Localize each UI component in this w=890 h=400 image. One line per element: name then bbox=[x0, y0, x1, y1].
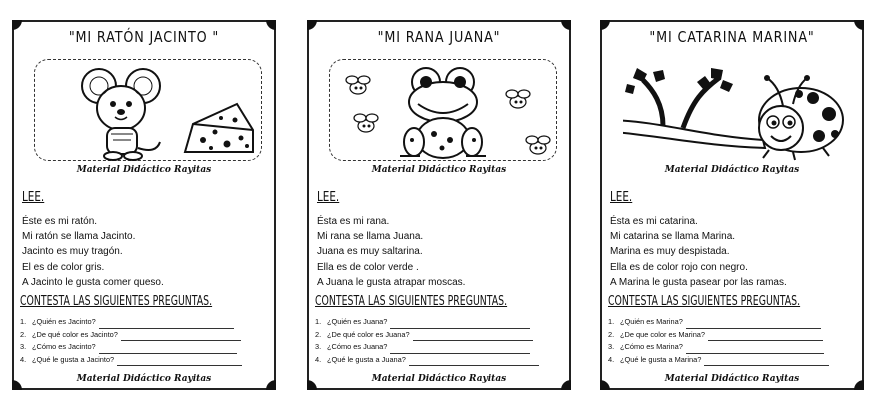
reading-line: Juana es muy saltarina. bbox=[317, 246, 423, 258]
reading-line: Mi ratón se llama Jacinto. bbox=[22, 231, 136, 243]
question-text: ¿Qué le gusta a Jacinto? bbox=[32, 354, 115, 364]
question-text: ¿Quién es Marina? bbox=[620, 317, 683, 326]
question-text: ¿Qué le gusta a Juana? bbox=[327, 354, 406, 364]
reading-line: A Marina le gusta pasear por las ramas. bbox=[610, 276, 787, 288]
reading-line: Marina es muy despistada. bbox=[610, 246, 730, 258]
reading-line: A Juana le gusta atrapar moscas. bbox=[317, 276, 466, 288]
corner-decoration bbox=[561, 20, 571, 30]
question-text: ¿Qué le gusta a Marina? bbox=[620, 354, 702, 364]
questions-list bbox=[608, 316, 829, 366]
corner-decoration bbox=[266, 20, 276, 30]
question-text: ¿Quién es Jacinto? bbox=[32, 317, 96, 326]
reading-line: A Jacinto le gusta comer queso. bbox=[22, 276, 164, 288]
question-item: 3. ¿Cómo es Juana? bbox=[315, 341, 539, 354]
reading-line: Mi catarina se llama Marina. bbox=[610, 231, 736, 243]
questions-list bbox=[20, 316, 242, 366]
answer-line[interactable] bbox=[413, 333, 533, 341]
corner-decoration bbox=[307, 20, 317, 30]
question-item: 4. ¿Qué le gusta a Jacinto? bbox=[20, 354, 242, 367]
card-title: "MI RATÓN JACINTO " bbox=[68, 28, 220, 46]
corner-decoration bbox=[600, 20, 610, 30]
corner-decoration bbox=[12, 20, 22, 30]
worksheet-card-rana bbox=[307, 20, 571, 390]
reading-line: Éste es mi ratón. bbox=[22, 216, 98, 227]
question-item: 4. ¿Qué le gusta a Marina? bbox=[608, 354, 829, 367]
credit-text: Material Didáctico Rayitas bbox=[664, 374, 800, 384]
credit-text: Material Didáctico Rayitas bbox=[664, 165, 800, 175]
question-item: 2. ¿De qué color es Jacinto? bbox=[20, 329, 242, 342]
answer-line[interactable] bbox=[99, 346, 237, 354]
question-item: 4. ¿Qué le gusta a Juana? bbox=[315, 354, 539, 367]
question-item: 1. ¿Quién es Marina? bbox=[608, 316, 829, 329]
reading-line: Mi rana se llama Juana. bbox=[317, 231, 424, 243]
mouse-and-cheese-illustration bbox=[35, 60, 263, 162]
question-item: 2. ¿De qué color es Juana? bbox=[315, 329, 539, 342]
card-title: "MI CATARINA MARINA" bbox=[649, 28, 815, 46]
illustration-frame bbox=[34, 59, 262, 161]
question-item: 3. ¿Cómo es Jacinto? bbox=[20, 341, 242, 354]
question-text: ¿Quién es Juana? bbox=[327, 317, 388, 326]
answer-line[interactable] bbox=[704, 358, 829, 366]
worksheet-card-raton bbox=[12, 20, 276, 390]
worksheet-card-catarina bbox=[600, 20, 864, 390]
question-item: 1. ¿Quién es Juana? bbox=[315, 316, 539, 329]
reading-text bbox=[610, 214, 787, 290]
read-heading: LEE. bbox=[610, 190, 633, 205]
answer-line[interactable] bbox=[409, 358, 539, 366]
question-text: ¿De que color es Marina? bbox=[620, 329, 706, 339]
questions-list bbox=[315, 316, 539, 366]
corner-decoration bbox=[854, 20, 864, 30]
question-item: 1. ¿Quién es Jacinto? bbox=[20, 316, 242, 329]
answer-line[interactable] bbox=[686, 346, 824, 354]
question-text: ¿De qué color es Juana? bbox=[327, 329, 410, 339]
illustration-frame bbox=[329, 59, 557, 161]
answer-line[interactable] bbox=[390, 321, 530, 329]
illustration-frame bbox=[622, 59, 850, 161]
reading-line: Ésta es mi rana. bbox=[317, 216, 390, 227]
reading-line: Ella es de color verde . bbox=[317, 261, 419, 273]
question-text: ¿Cómo es Juana? bbox=[327, 342, 388, 352]
answer-line[interactable] bbox=[121, 333, 241, 341]
reading-text bbox=[22, 214, 164, 290]
questions-heading: CONTESTA LAS SIGUIENTES PREGUNTAS. bbox=[20, 294, 213, 309]
answer-line[interactable] bbox=[686, 321, 821, 329]
question-text: ¿Cómo es Marina? bbox=[620, 342, 683, 352]
credit-text: Material Didáctico Rayitas bbox=[371, 374, 507, 384]
question-text: ¿Cómo es Jacinto? bbox=[32, 342, 96, 352]
ladybug-on-branch-illustration bbox=[623, 60, 851, 162]
reading-text bbox=[317, 214, 465, 290]
reading-line: Ésta es mi catarina. bbox=[610, 216, 698, 227]
question-item: 2. ¿De que color es Marina? bbox=[608, 329, 829, 342]
read-heading: LEE. bbox=[317, 190, 340, 205]
question-text: ¿De qué color es Jacinto? bbox=[32, 329, 118, 339]
reading-line: Jacinto es muy tragón. bbox=[22, 246, 123, 258]
credit-text: Material Didáctico Rayitas bbox=[371, 165, 507, 175]
reading-line: El es de color gris. bbox=[22, 261, 105, 273]
answer-line[interactable] bbox=[117, 358, 242, 366]
frog-and-flies-illustration bbox=[330, 60, 558, 162]
question-item: 3. ¿Cómo es Marina? bbox=[608, 341, 829, 354]
credit-text: Material Didáctico Rayitas bbox=[76, 165, 212, 175]
credit-text: Material Didáctico Rayitas bbox=[76, 374, 212, 384]
card-title: "MI RANA JUANA" bbox=[377, 28, 501, 46]
answer-line[interactable] bbox=[99, 321, 234, 329]
answer-line[interactable] bbox=[708, 333, 823, 341]
questions-heading: CONTESTA LAS SIGUIENTES PREGUNTAS. bbox=[608, 294, 801, 309]
answer-line[interactable] bbox=[390, 346, 530, 354]
questions-heading: CONTESTA LAS SIGUIENTES PREGUNTAS. bbox=[315, 294, 508, 309]
read-heading: LEE. bbox=[22, 190, 45, 205]
reading-line: Ella es de color rojo con negro. bbox=[610, 261, 748, 273]
